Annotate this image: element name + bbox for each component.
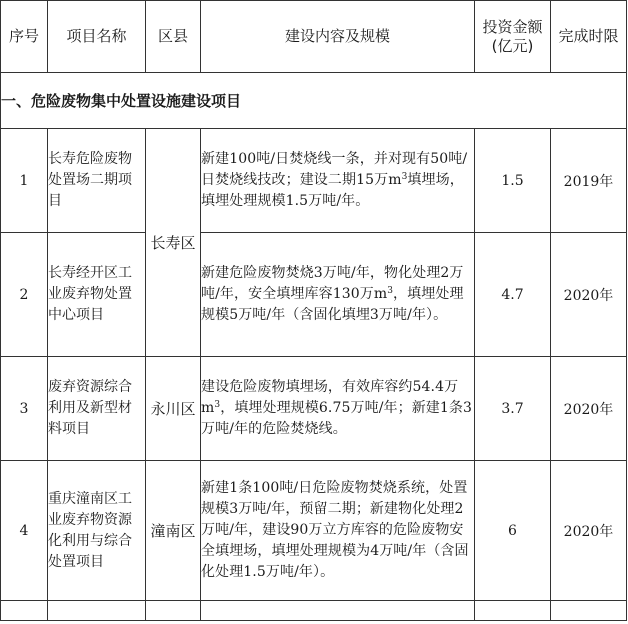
row-content (201, 357, 475, 461)
row-amount: 4.7 (475, 233, 551, 357)
county-cell-tongnan (146, 461, 201, 601)
superscript: 3 (387, 286, 394, 296)
section-title: 一、危险废物集中处置设施建设项目 (1, 73, 627, 129)
row-content-text-tail: ，填埋处理规模6.75万吨/年；新建1条3万吨/年的危险焚烧线。 (201, 400, 473, 437)
row-amount: 6 (475, 461, 551, 601)
header-content: 建设内容及规模 (201, 1, 475, 73)
row-finish: 2020年 (551, 357, 627, 461)
table-row (1, 461, 627, 601)
county-yongchuan: 永川区 (150, 400, 196, 418)
row-content-text: 新建100吨/日焚烧线一条，并对现有50吨/日焚烧线技改；建设二期15万m (201, 151, 468, 188)
row-finish: 2020年 (551, 233, 627, 357)
empty-cell (48, 601, 146, 621)
row-seq: 2 (1, 233, 48, 357)
header-seq: 序号 (1, 1, 48, 73)
table-row (1, 129, 627, 233)
header-county: 区县 (146, 1, 201, 73)
header-row (1, 1, 627, 73)
row-seq: 3 (1, 357, 48, 461)
row-finish: 2019年 (551, 129, 627, 233)
row-content-text: 新建危险废物焚烧3万吨/年，物化处理2万吨/年，安全填埋库容130万m (201, 265, 464, 302)
row-content-text-tail: ，填埋处理规模5万吨/年（含固化填埋3万吨/年）。 (201, 286, 464, 323)
table-row (1, 357, 627, 461)
row-seq: 4 (1, 461, 48, 601)
header-name: 项目名称 (48, 1, 146, 73)
county-changshou: 长寿区 (150, 234, 196, 252)
row-content (201, 129, 475, 233)
row-content-text: 建设危险废物填埋场，有效库容约54.4万m (201, 379, 459, 416)
header-finish: 完成时限 (551, 1, 627, 73)
empty-cell (1, 601, 48, 621)
row-content: 新建1条100吨/日危险废物焚烧系统，处置规模3万吨/年，预留二期；新建物化处理2万吨/年，建设90万立方库容的危险废物安全填埋场，填埋处理规模为4万吨/年（含固化处理1.5万吨/年）。 (201, 461, 475, 601)
row-content (201, 233, 475, 357)
row-finish: 2020年 (551, 461, 627, 601)
row-amount: 3.7 (475, 357, 551, 461)
header-amount (475, 1, 551, 73)
row-name: 长寿经开区工业废弃物处置中心项目 (48, 233, 146, 357)
row-seq: 1 (1, 129, 48, 233)
superscript: 3 (401, 172, 408, 182)
table-row-partial (1, 601, 627, 621)
row-name: 废弃资源综合利用及新型材料项目 (48, 357, 146, 461)
header-amount-line2: (亿元) (491, 36, 534, 55)
empty-cell (551, 601, 627, 621)
superscript: 3 (214, 400, 221, 410)
row-name: 长寿危险废物处置场二期项目 (48, 129, 146, 233)
empty-cell (146, 601, 201, 621)
county-tongnan: 潼南区 (150, 522, 196, 540)
header-amount-line1: 投资金额 (482, 17, 543, 36)
county-cell-changshou (146, 129, 201, 357)
row-amount: 1.5 (475, 129, 551, 233)
row-content-text-tail: 填埋场，填埋处理规模1.5万吨/年。 (201, 172, 464, 209)
county-cell-yongchuan (146, 357, 201, 461)
table-row (1, 233, 627, 357)
section-row (1, 73, 627, 129)
empty-cell (475, 601, 551, 621)
row-name: 重庆潼南区工业废弃物资源化利用与综合处置项目 (48, 461, 146, 601)
empty-cell (201, 601, 475, 621)
